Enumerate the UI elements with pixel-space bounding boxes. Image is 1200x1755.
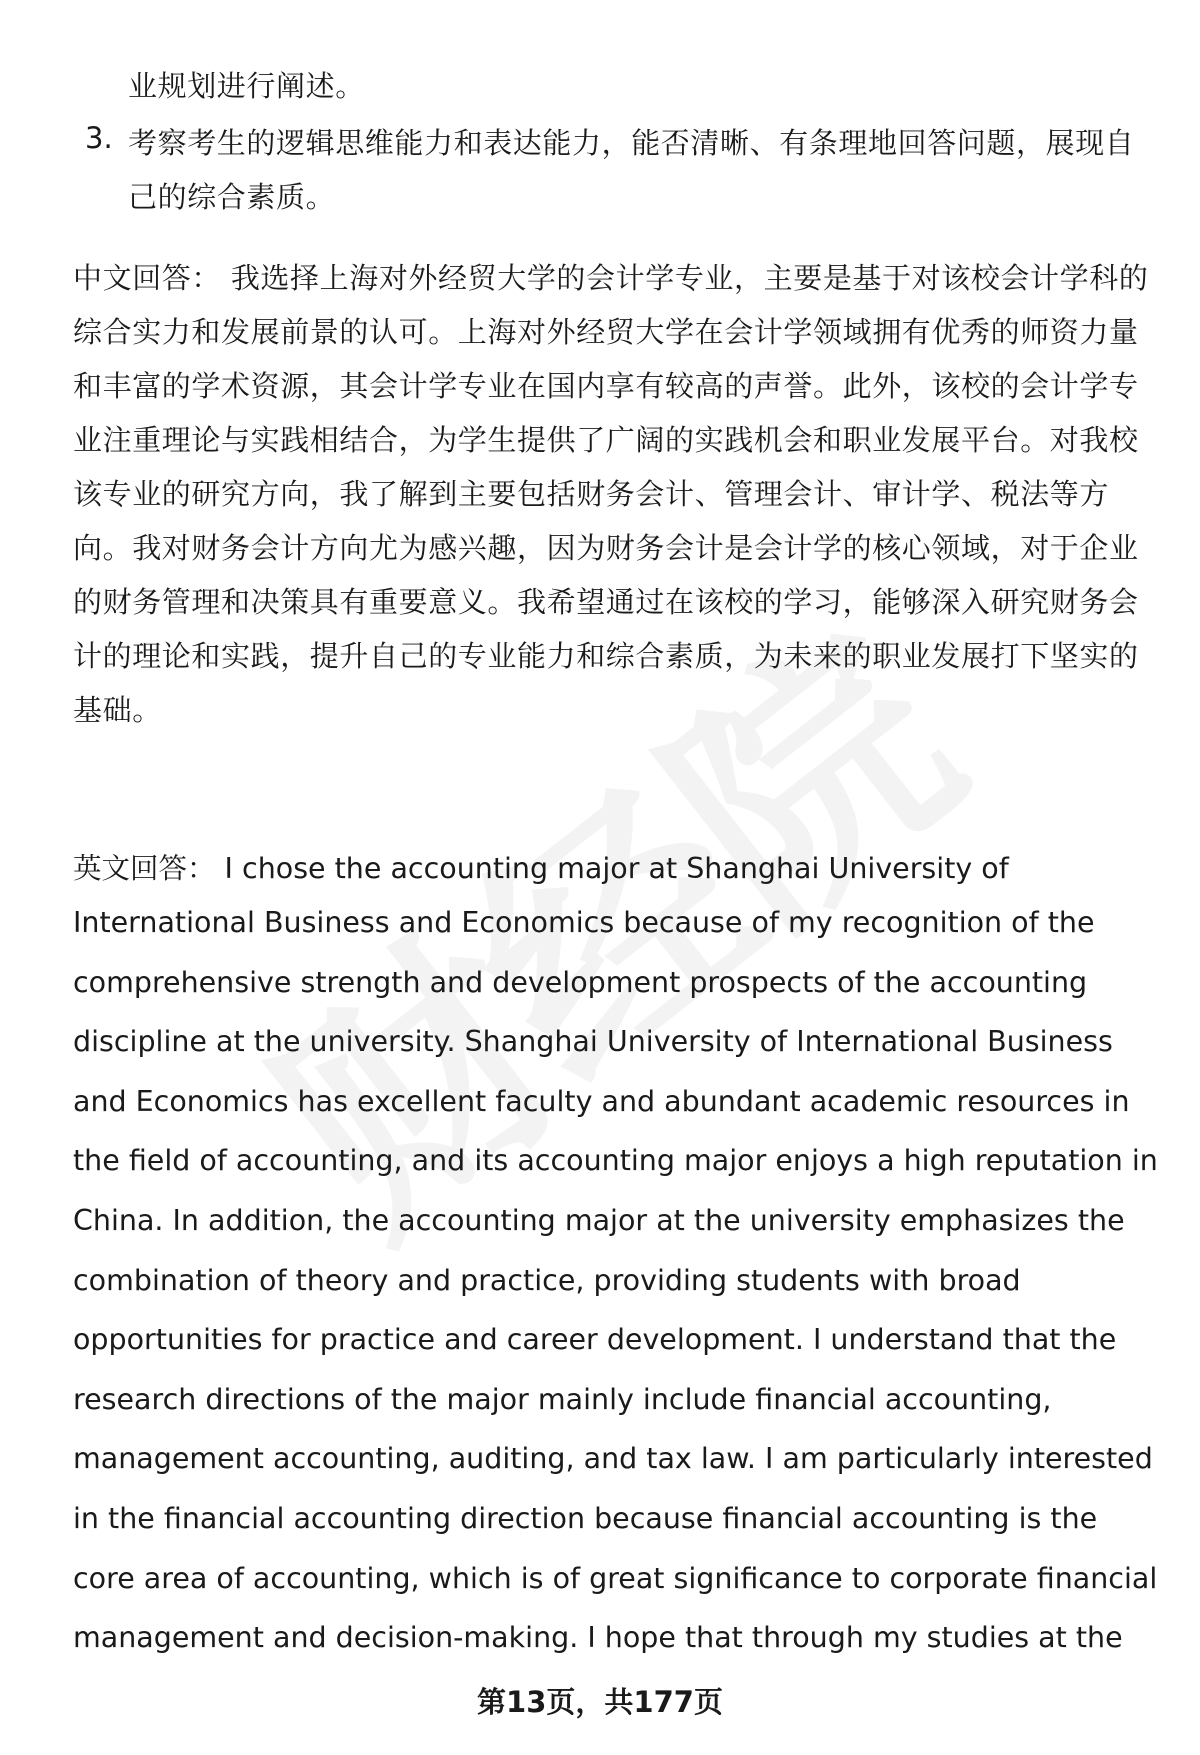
- chinese-answer-line: 中文回答： 我选择上海对外经贸大学的会计学专业，主要是基于对该校会计学科的: [73, 261, 1149, 295]
- chinese-answer-line: 该专业的研究方向，我了解到主要包括财务会计、管理会计、审计学、税法等方: [73, 477, 1110, 511]
- chinese-answer-line: 基础。: [73, 693, 162, 727]
- chinese-answer-line: 向。我对财务会计方向尤为感兴趣，因为财务会计是会计学的核心领域，对于企业: [73, 531, 1139, 565]
- chinese-answer-line: 和丰富的学术资源，其会计学专业在国内享有较高的声誉。此外，该校的会计学专: [73, 369, 1139, 403]
- chinese-answer-line: 综合实力和发展前景的认可。上海对外经贸大学在会计学领域拥有优秀的师资力量: [73, 315, 1139, 349]
- chinese-answer-line: 计的理论和实践，提升自己的专业能力和综合素质，为未来的职业发展打下坚实的: [73, 639, 1139, 673]
- chinese-answer-line: 的财务管理和决策具有重要意义。我希望通过在该校的学习，能够深入研究财务会: [73, 585, 1139, 619]
- english-answer-line: discipline at the university. Shanghai University of International Business: [73, 1025, 1113, 1058]
- english-answer-line: 英文回答： I chose the accounting major at Shanghai University of: [73, 852, 1009, 885]
- english-answer-line: International Business and Economics because of my recognition of the: [73, 906, 1095, 939]
- list-item-3-line: 考察考生的逻辑思维能力和表达能力，能否清晰、有条理地回答问题，展现自: [128, 126, 1135, 160]
- list-item-2-tail: 业规划进行阐述。: [128, 69, 365, 103]
- chinese-answer-line: 业注重理论与实践相结合，为学生提供了广阔的实践机会和职业发展平台。对我校: [73, 423, 1139, 457]
- english-answer-line: the field of accounting, and its accounting major enjoys a high reputation in: [73, 1144, 1158, 1177]
- english-answer-line: management and decision-making. I hope that through my studies at the: [73, 1621, 1123, 1654]
- english-answer-line: China. In addition, the accounting major at the university emphasizes the: [73, 1204, 1125, 1237]
- english-answer-line: opportunities for practice and career development. I understand that the: [73, 1323, 1117, 1356]
- english-answer-line: core area of accounting, which is of great significance to corporate financial: [73, 1562, 1158, 1595]
- english-answer-line: comprehensive strength and development prospects of the accounting: [73, 966, 1088, 999]
- english-answer-line: management accounting, auditing, and tax law. I am particularly interested: [73, 1442, 1153, 1475]
- page-number: 第13页，共177页: [477, 1685, 723, 1719]
- english-answer-line: in the financial accounting direction because financial accounting is the: [73, 1502, 1098, 1535]
- english-answer-line: and Economics has excellent faculty and abundant academic resources in: [73, 1085, 1130, 1118]
- english-answer-line: combination of theory and practice, providing students with broad: [73, 1264, 1021, 1297]
- list-item-3-number: 3.: [85, 121, 113, 155]
- english-answer-line: research directions of the major mainly include financial accounting,: [73, 1383, 1052, 1416]
- list-item-3-line: 己的综合素质。: [128, 180, 336, 214]
